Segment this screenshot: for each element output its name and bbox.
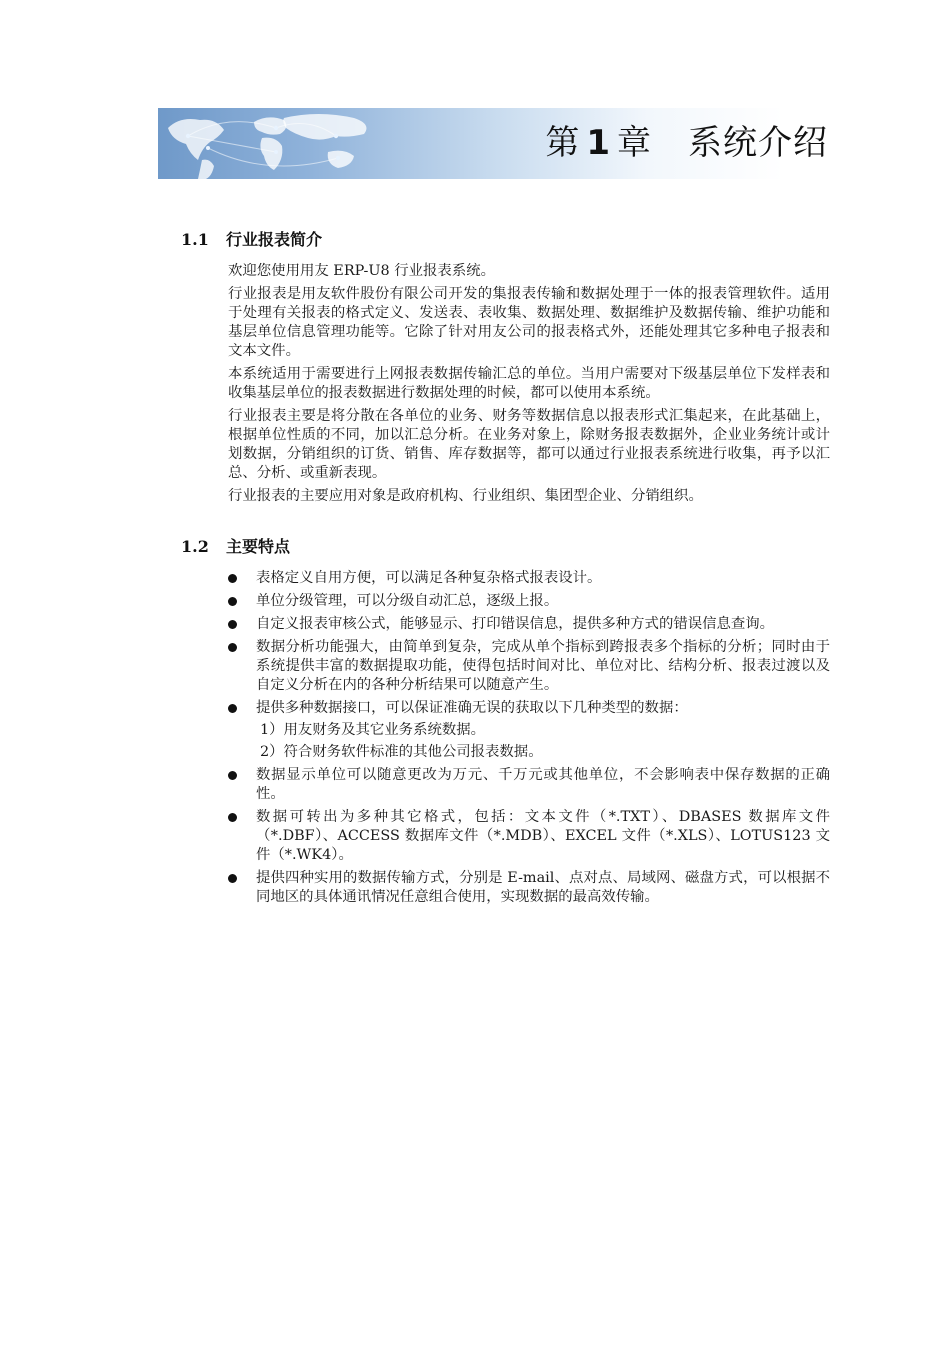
- feature-list: [228, 569, 830, 911]
- chapter-prefix: 第: [545, 123, 581, 163]
- bullet-icon: [228, 620, 237, 629]
- chapter-banner: [158, 108, 838, 179]
- paragraph: 欢迎您使用用友 ERP-U8 行业报表系统。: [228, 263, 496, 279]
- bullet-icon: [228, 643, 237, 652]
- chapter-suffix: 章: [617, 123, 652, 163]
- bullet-icon: [228, 574, 237, 583]
- section-title: 行业报表简介: [226, 230, 323, 249]
- section-title: 主要特点: [226, 537, 291, 556]
- section-number: 1.2: [181, 537, 209, 556]
- paragraph: 行业报表是用友软件股份有限公司开发的集报表传输和数据处理于一体的报表管理软件。适用于处理有关报表的格式定义、发送表、表收集、数据处理、数据维护及数据传输、维护功能和基层单位信息管理功能等。它除了针对用友公司的报表格式外，还能处理其它多种电子报表和文本文件。: [228, 286, 830, 359]
- paragraph: 行业报表主要是将分散在各单位的业务、财务等数据信息以报表形式汇集起来，在此基础上，根据单位性质的不同，加以汇总分析。在业务对象上，除财务报表数据外，企业业务统计或计划数据，分销组织的订货、销售、库存数据等，都可以通过行业报表系统进行收集，再予以汇总、分析、或重新表现。: [228, 408, 830, 481]
- list-item: 数据可转出为多种其它格式，包括：文本文件（*.TXT）、DBASES 数据库文件（*.DBF）、ACCESS 数据库文件（*.MDB）、EXCEL 文件（*.XLS）、LOTUS123 文件（*.WK4）。: [228, 808, 830, 865]
- list-item: 提供四种实用的数据传输方式，分别是 E-mail、点对点、局域网、磁盘方式，可以根据不同地区的具体通讯情况任意组合使用，实现数据的最高效传输。: [228, 869, 830, 907]
- section-number: 1.1: [181, 230, 209, 249]
- bullet-icon: [228, 597, 237, 606]
- bullet-icon: [228, 813, 237, 822]
- section-heading-1-1: [181, 230, 322, 250]
- list-item: 数据显示单位可以随意更改为万元、千万元或其他单位，不会影响表中保存数据的正确性。: [228, 766, 830, 804]
- chapter-title: [545, 118, 828, 168]
- bullet-icon: [228, 874, 237, 883]
- sub-list-item: 2）符合财务软件标准的其他公司报表数据。: [260, 744, 543, 760]
- list-item: 单位分级管理，可以分级自动汇总，逐级上报。: [228, 592, 830, 611]
- list-item: 自定义报表审核公式，能够显示、打印错误信息，提供多种方式的错误信息查询。: [228, 615, 830, 634]
- section-heading-1-2: [181, 537, 290, 557]
- paragraph: 行业报表的主要应用对象是政府机构、行业组织、集团型企业、分销组织。: [228, 488, 703, 504]
- bullet-icon: [228, 704, 237, 713]
- world-map-graphic: [158, 108, 488, 179]
- bullet-icon: [228, 771, 237, 780]
- chapter-number: 1: [586, 123, 611, 163]
- list-item: 数据分析功能强大，由简单到复杂，完成从单个指标到跨报表多个指标的分析；同时由于系统提供丰富的数据提取功能，使得包括时间对比、单位对比、结构分析、报表过渡以及自定义分析在内的各种分析结果可以随意产生。: [228, 638, 830, 695]
- list-item: 表格定义自用方便，可以满足各种复杂格式报表设计。: [228, 569, 830, 588]
- paragraph: 本系统适用于需要进行上网报表数据传输汇总的单位。当用户需要对下级基层单位下发样表和收集基层单位的报表数据进行数据处理的时候，都可以使用本系统。: [228, 366, 830, 401]
- section-1-1-body: [228, 262, 830, 510]
- list-item: 提供多种数据接口，可以保证准确无误的获取以下几种类型的数据： 1）用友财务及其它业务系统数据。 2）符合财务软件标准的其他公司报表数据。: [228, 699, 830, 762]
- chapter-name: 系统介绍: [688, 123, 828, 163]
- sub-list-item: 1）用友财务及其它业务系统数据。: [260, 722, 486, 738]
